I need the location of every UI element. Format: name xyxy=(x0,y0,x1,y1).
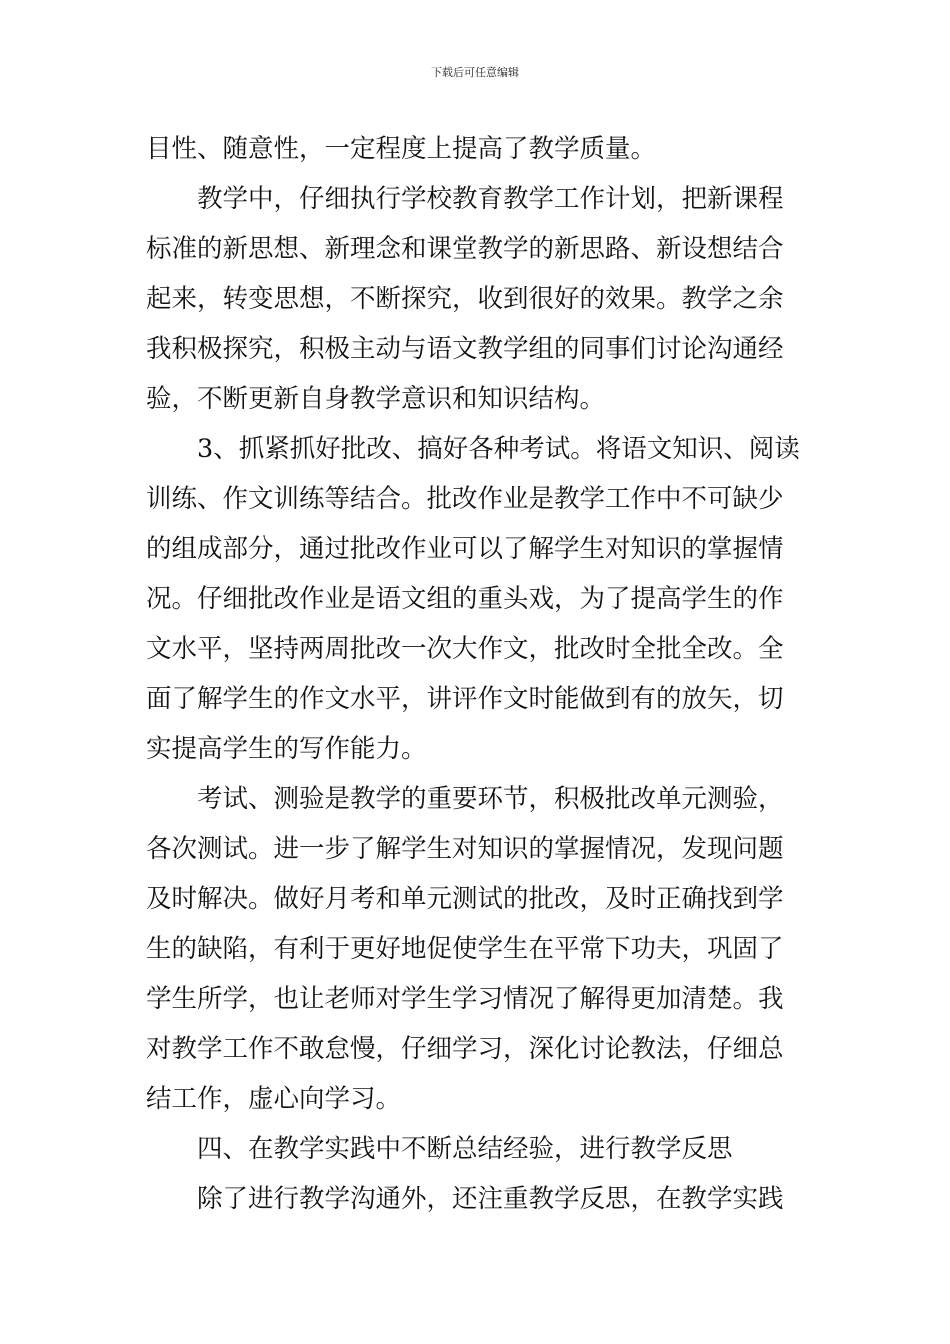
text-line: 我积极探究，积极主动与语文教学组的同事们讨论沟通经 xyxy=(146,334,784,364)
text-line: 面了解学生的作文水平，讲评作文时能做到有的放矢，切 xyxy=(146,684,784,714)
document-body xyxy=(146,124,810,1224)
text-line: 生的缺陷，有利于更好地促使学生在平常下功夫，巩固了 xyxy=(146,934,784,964)
text-line: 考试、测验是教学的重要环节，积极批改单元测验， xyxy=(197,784,784,814)
text-line: 各次测试。进一步了解学生对知识的掌握情况，发现问题 xyxy=(146,834,784,864)
text-line: 标准的新思想、新理念和课堂教学的新思路、新设想结合 xyxy=(146,234,784,264)
text-line: 起来，转变思想，不断探究，收到很好的效果。教学之余 xyxy=(146,284,784,314)
text-line: 实提高学生的写作能力。 xyxy=(146,734,427,764)
text-line: 3、抓紧抓好批改、搞好各种考试。将语文知识、阅读 xyxy=(197,434,800,464)
text-line: 四、在教学实践中不断总结经验，进行教学反思 xyxy=(197,1134,733,1164)
text-line: 教学中，仔细执行学校教育教学工作计划，把新课程 xyxy=(197,184,784,214)
text-line: 况。仔细批改作业是语文组的重头戏，为了提高学生的作 xyxy=(146,584,784,614)
text-line: 及时解决。做好月考和单元测试的批改，及时正确找到学 xyxy=(146,884,784,914)
text-line: 验，不断更新自身教学意识和知识结构。 xyxy=(146,384,606,414)
text-line: 除了进行教学沟通外，还注重教学反思，在教学实践 xyxy=(197,1184,784,1214)
text-line: 目性、随意性，一定程度上提高了教学质量。 xyxy=(146,134,657,164)
text-line: 学生所学，也让老师对学生学习情况了解得更加清楚。我 xyxy=(146,984,784,1014)
text-line: 训练、作文训练等结合。批改作业是教学工作中不可缺少 xyxy=(146,484,784,514)
text-line: 结工作，虚心向学习。 xyxy=(146,1084,402,1114)
text-line: 对教学工作不敢怠慢，仔细学习，深化讨论教法，仔细总 xyxy=(146,1034,784,1064)
text-line: 文水平，坚持两周批改一次大作文，批改时全批全改。全 xyxy=(146,634,784,664)
page-header: 下载后可任意编辑 xyxy=(431,66,519,79)
text-line: 的组成部分，通过批改作业可以了解学生对知识的掌握情 xyxy=(146,534,784,564)
